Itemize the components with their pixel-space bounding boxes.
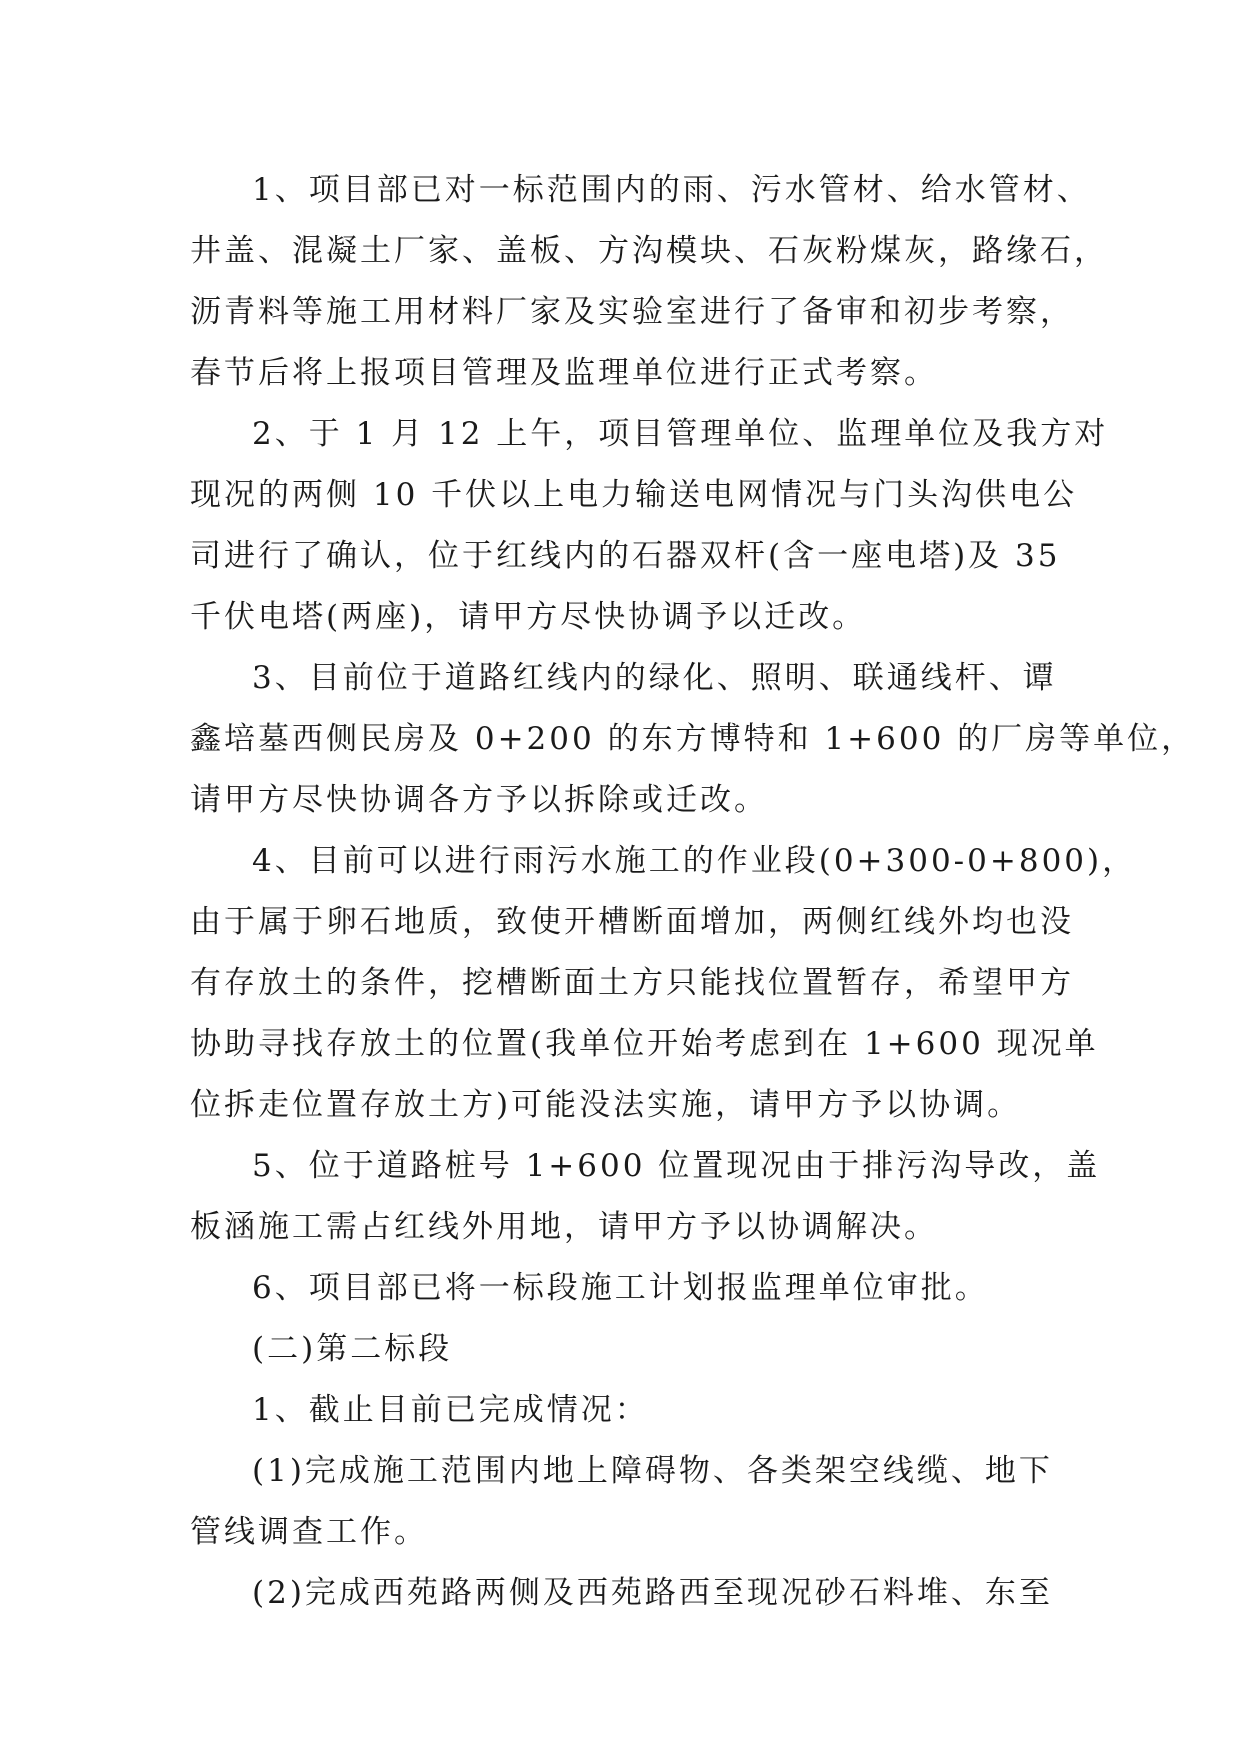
paragraph <box>190 1136 1101 1258</box>
text-line: 位拆走位置存放土方)可能没法实施，请甲方予以协调。 <box>190 1087 1022 1123</box>
text-line: 千伏电塔(两座)，请甲方尽快协调予以迁改。 <box>190 599 867 635</box>
text-line: (二)第二标段 <box>252 1331 453 1367</box>
text-line: 1、截止目前已完成情况： <box>252 1392 649 1428</box>
text-line: 板涵施工需占红线外用地，请甲方予以协调解决。 <box>190 1209 938 1245</box>
text-line: 请甲方尽快协调各方予以拆除或迁改。 <box>190 782 768 818</box>
text-line: 春节后将上报项目管理及监理单位进行正式考察。 <box>190 355 938 391</box>
paragraph <box>190 1380 1060 1441</box>
paragraph <box>190 1258 1060 1319</box>
paragraph <box>190 1441 1060 1563</box>
text-line: 6、项目部已将一标段施工计划报监理单位审批。 <box>252 1270 989 1306</box>
text-line: 司进行了确认，位于红线内的石器双杆(含一座电塔)及 35 <box>190 538 1061 574</box>
text-line: 井盖、混凝土厂家、盖板、方沟模块、石灰粉煤灰，路缘石， <box>190 233 1108 269</box>
paragraph <box>190 160 1108 404</box>
text-line: 3、目前位于道路红线内的绿化、照明、联通线杆、谭 <box>252 660 1057 696</box>
document-body <box>190 160 1196 1624</box>
paragraph <box>190 1563 1060 1624</box>
text-line: 协助寻找存放土的位置(我单位开始考虑到在 1+600 现况单 <box>190 1026 1099 1062</box>
text-line: 5、位于道路桩号 1+600 位置现况由于排污沟导改，盖 <box>252 1148 1101 1184</box>
text-line: 鑫培墓西侧民房及 0+200 的东方博特和 1+600 的厂房等单位， <box>190 721 1196 757</box>
paragraph <box>190 404 1109 648</box>
text-line: 2、于 1 月 12 上午，项目管理单位、监理单位及我方对 <box>252 416 1109 452</box>
text-line: 现况的两侧 10 千伏以上电力输送电网情况与门头沟供电公 <box>190 477 1078 513</box>
text-line: 管线调查工作。 <box>190 1514 428 1550</box>
text-line: (2)完成西苑路两侧及西苑路西至现况砂石料堆、东至 <box>252 1575 1053 1611</box>
paragraph <box>190 1319 1060 1380</box>
text-line: 有存放土的条件，挖槽断面土方只能找位置暂存，希望甲方 <box>190 965 1074 1001</box>
text-line: 沥青料等施工用材料厂家及实验室进行了备审和初步考察， <box>190 294 1074 330</box>
text-line: (1)完成施工范围内地上障碍物、各类架空线缆、地下 <box>252 1453 1053 1489</box>
text-line: 1、项目部已对一标范围内的雨、污水管材、给水管材、 <box>252 172 1091 208</box>
text-line: 由于属于卵石地质，致使开槽断面增加，两侧红线外均也没 <box>190 904 1074 940</box>
text-line: 4、目前可以进行雨污水施工的作业段(0+300-0+800)， <box>252 843 1137 879</box>
paragraph <box>190 831 1137 1136</box>
paragraph <box>190 648 1196 831</box>
